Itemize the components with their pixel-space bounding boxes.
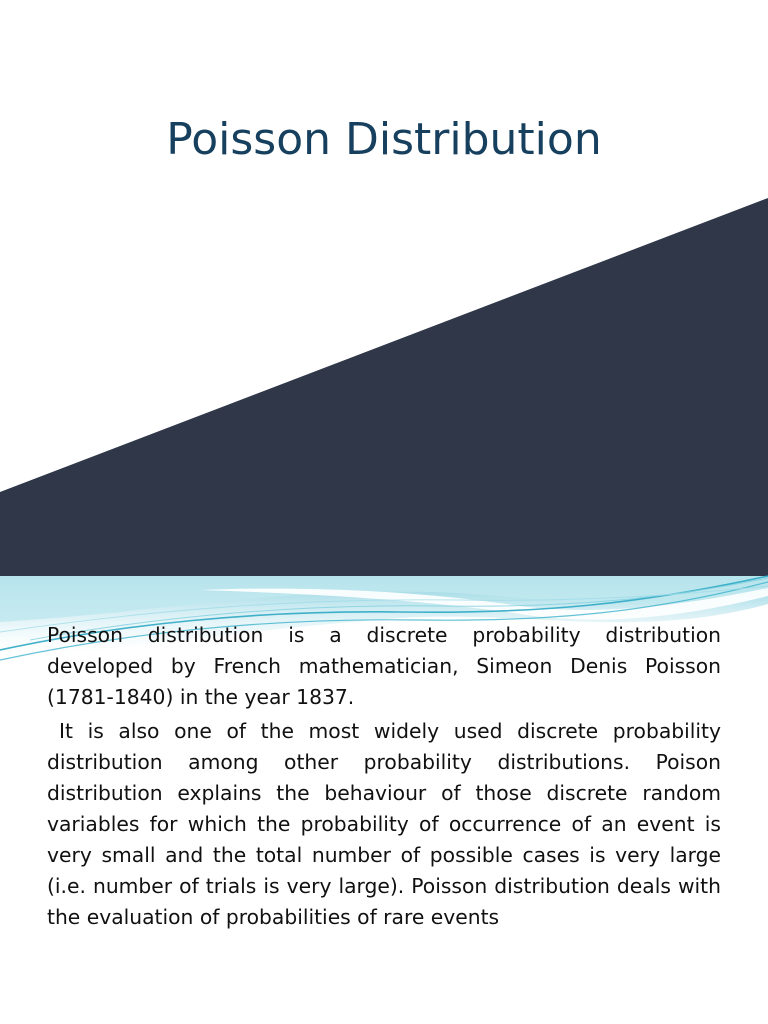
dark-diagonal-band — [0, 198, 768, 576]
body-text — [47, 620, 721, 936]
title-area — [0, 0, 768, 210]
paragraph-1: Poisson distribution is a discrete probability distribution developed by French mathematician, Simeon Denis Poisson (1781-1840) in the year 1837. — [47, 623, 721, 709]
slide-title: Poisson Distribution — [166, 114, 602, 165]
paragraph-2: It is also one of the most widely used discrete probability distribution among other probability distributions. Poison distribution explains the behaviour of those discrete random variables for which the probability of occurrence of an event is very small and the total number of possible cases is very large (i.e. number of trials is very large). Poisson distribution deals with the evaluation of probabilities of rare events — [47, 719, 721, 929]
